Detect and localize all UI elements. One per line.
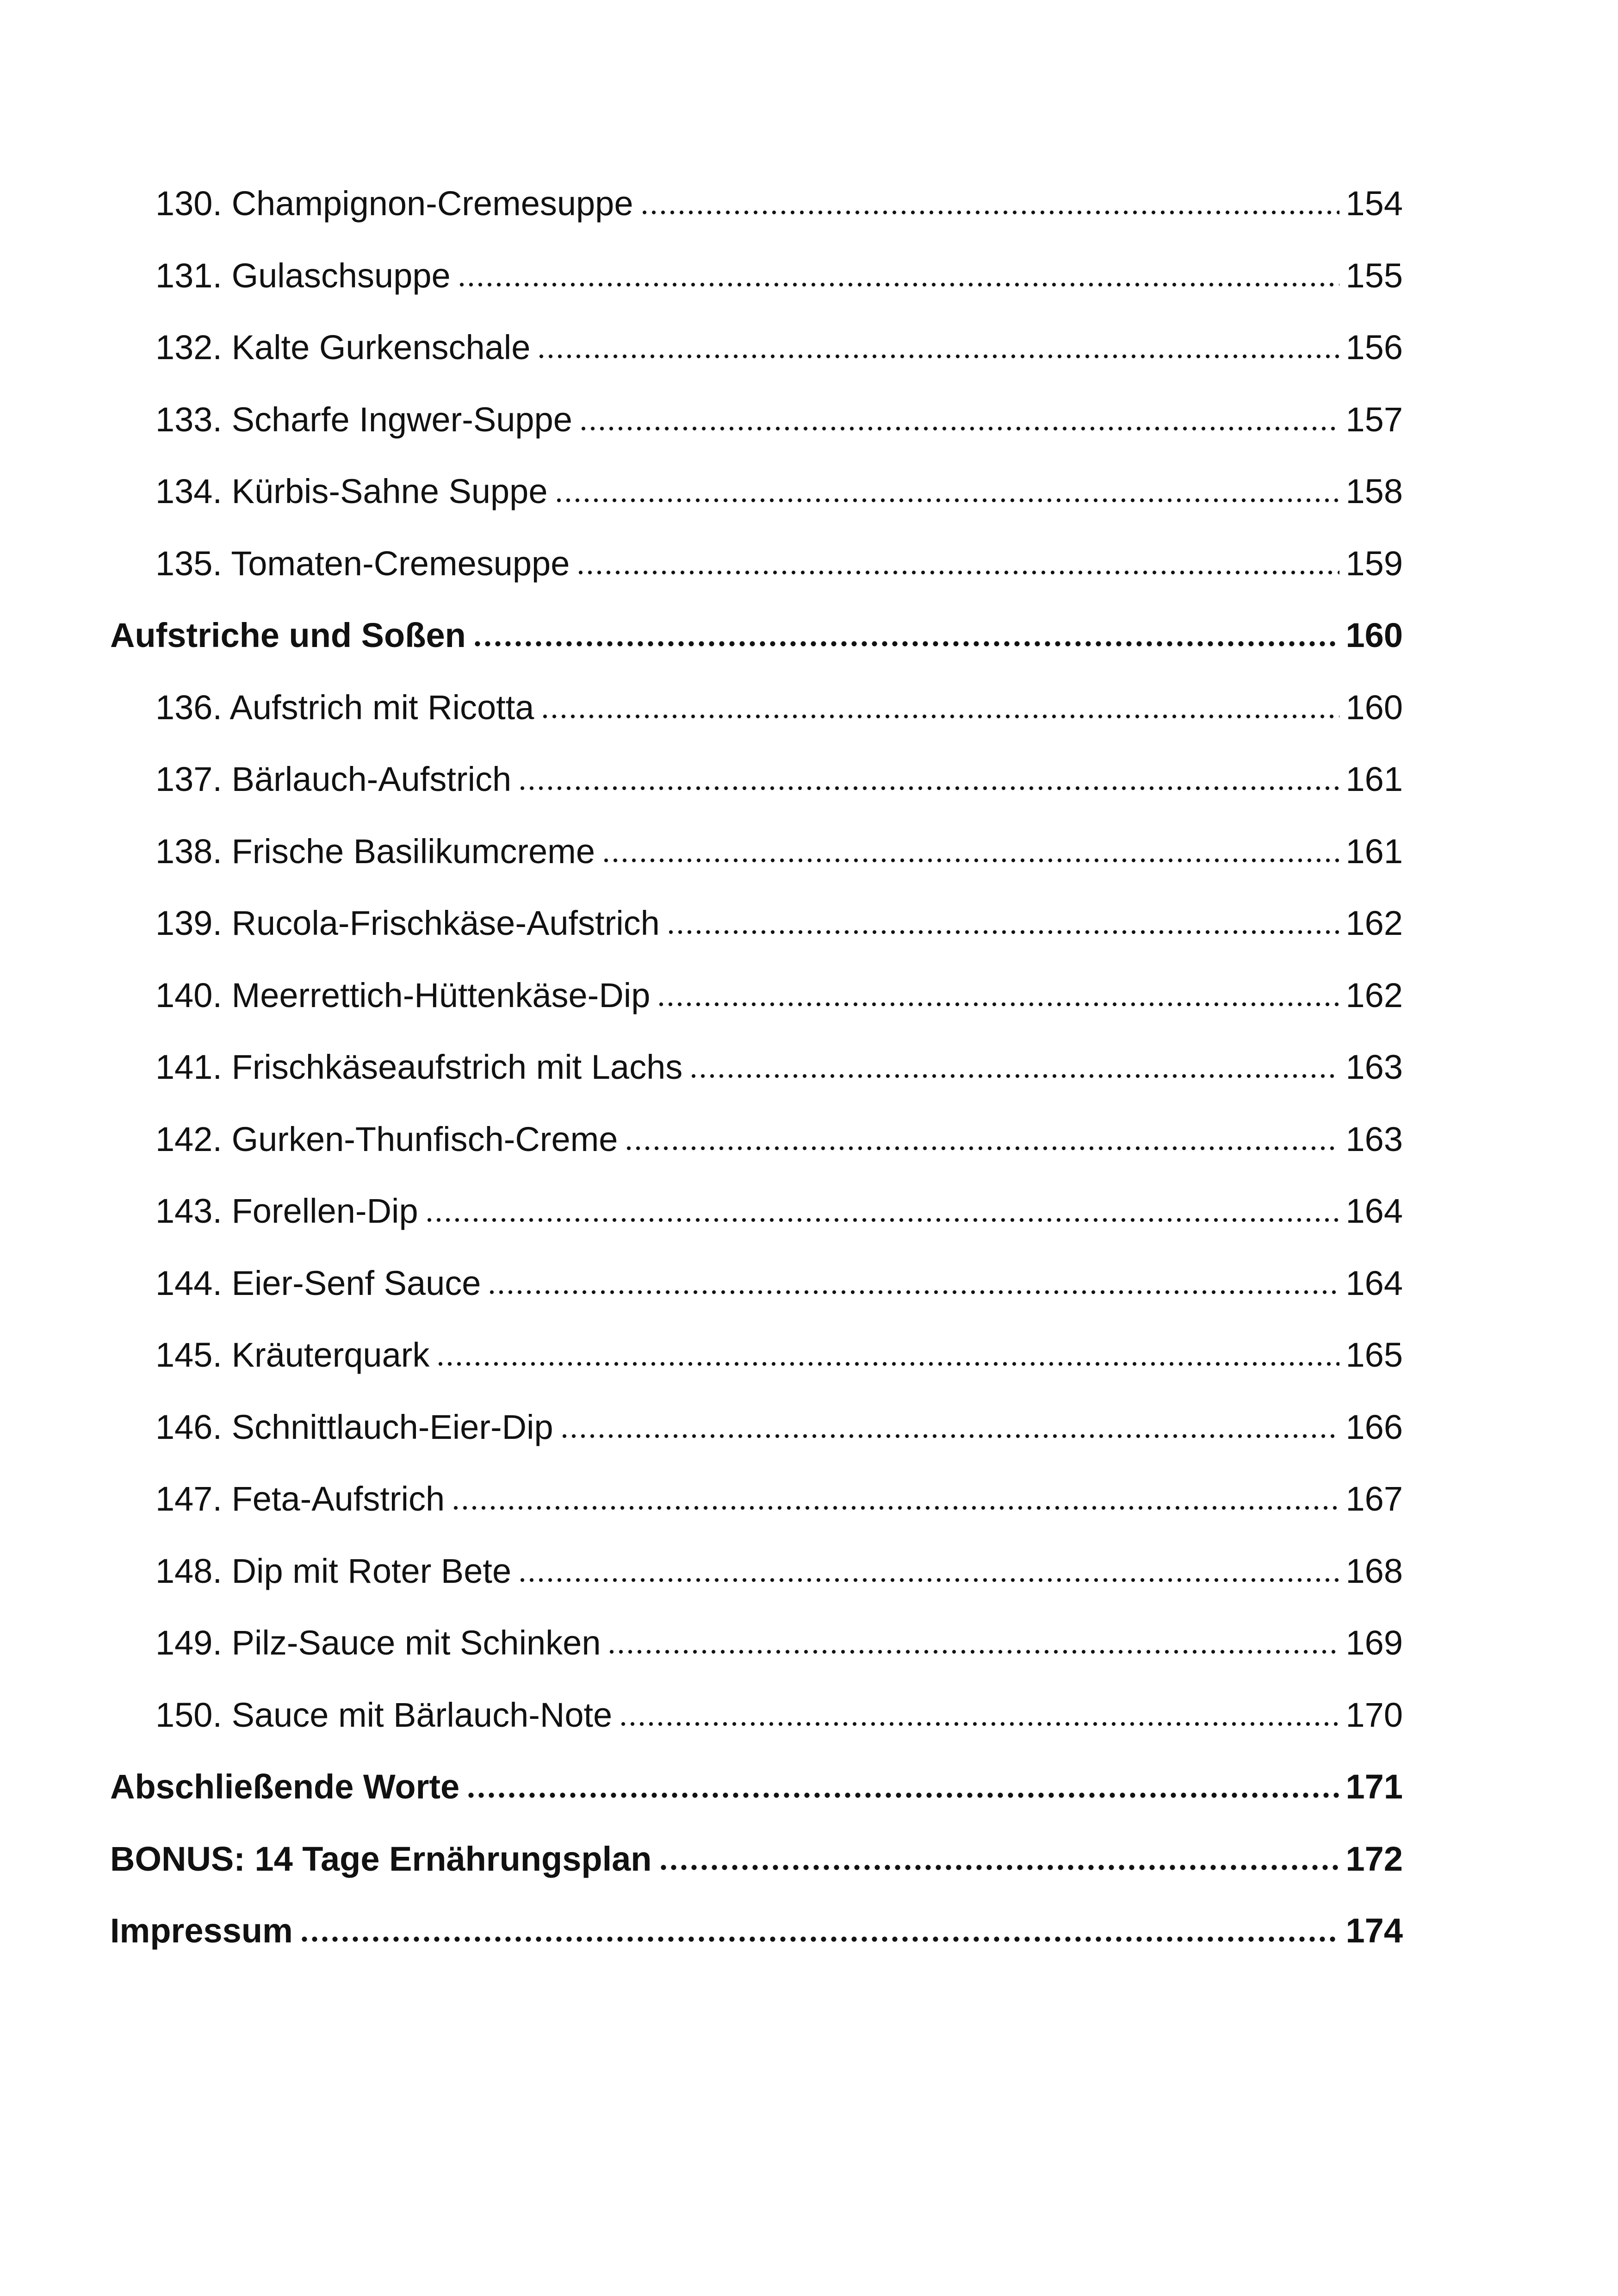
toc-entry-title: 141. Frischkäseaufstrich mit Lachs <box>155 1048 683 1086</box>
toc-page-number: 158 <box>1345 472 1403 510</box>
table-of-contents <box>110 168 1403 1967</box>
dot-leader <box>487 1289 1339 1295</box>
toc-page-number: 157 <box>1345 400 1403 439</box>
toc-page-number: 171 <box>1345 1767 1403 1806</box>
toc-page-number: 162 <box>1345 976 1403 1014</box>
dot-leader <box>579 426 1339 431</box>
toc-entry-title: 145. Kräuterquark <box>155 1336 430 1374</box>
toc-entry-title: 134. Kürbis-Sahne Suppe <box>155 472 548 510</box>
toc-entry-title: 140. Meerrettich-Hüttenkäse-Dip <box>155 976 651 1014</box>
toc-page-number: 163 <box>1345 1120 1403 1158</box>
toc-entry-title: 133. Scharfe Ingwer-Suppe <box>155 400 572 439</box>
toc-entry <box>110 887 1403 959</box>
toc-entry-title: 139. Rucola-Frischkäse-Aufstrich <box>155 904 660 942</box>
toc-entry <box>110 1031 1403 1103</box>
dot-leader <box>640 210 1339 215</box>
dot-leader <box>472 641 1339 647</box>
dot-leader <box>466 1792 1339 1798</box>
toc-entry-title: 148. Dip mit Roter Bete <box>155 1551 512 1590</box>
toc-section-heading <box>110 1823 1403 1895</box>
toc-entry <box>110 815 1403 888</box>
toc-section-heading <box>110 1895 1403 1967</box>
toc-section-title: Impressum <box>110 1911 293 1950</box>
dot-leader <box>666 929 1339 935</box>
toc-entry <box>110 1607 1403 1679</box>
toc-page-number: 164 <box>1345 1192 1403 1230</box>
toc-entry-title: 146. Schnittlauch-Eier-Dip <box>155 1407 553 1446</box>
toc-entry-title: 150. Sauce mit Bärlauch-Note <box>155 1695 613 1734</box>
toc-page-number: 168 <box>1345 1551 1403 1590</box>
toc-entry <box>110 1247 1403 1319</box>
dot-leader <box>451 1505 1339 1511</box>
dot-leader <box>619 1721 1339 1727</box>
toc-entry <box>110 1535 1403 1607</box>
toc-entry <box>110 1679 1403 1751</box>
toc-entry <box>110 1391 1403 1463</box>
toc-entry-title: 144. Eier-Senf Sauce <box>155 1263 481 1302</box>
toc-entry <box>110 528 1403 600</box>
toc-entry-title: 149. Pilz-Sauce mit Schinken <box>155 1624 601 1662</box>
toc-entry <box>110 959 1403 1032</box>
dot-leader <box>624 1145 1339 1151</box>
dot-leader <box>560 1433 1339 1439</box>
toc-page-number: 160 <box>1345 688 1403 727</box>
toc-page-number: 169 <box>1345 1624 1403 1662</box>
toc-page-number: 156 <box>1345 328 1403 367</box>
toc-entry <box>110 311 1403 384</box>
toc-page-number: 165 <box>1345 1336 1403 1374</box>
dot-leader <box>607 1649 1339 1655</box>
dot-leader <box>457 282 1339 287</box>
dot-leader <box>436 1361 1339 1367</box>
toc-page-number: 164 <box>1345 1263 1403 1302</box>
dot-leader <box>576 570 1339 575</box>
toc-page-number: 174 <box>1345 1911 1403 1950</box>
toc-entry <box>110 455 1403 528</box>
toc-entry-title: 138. Frische Basilikumcreme <box>155 832 595 871</box>
dot-leader <box>554 498 1339 503</box>
toc-page-number: 161 <box>1345 760 1403 798</box>
toc-page-number: 166 <box>1345 1407 1403 1446</box>
toc-entry-title: 143. Forellen-Dip <box>155 1192 418 1230</box>
toc-entry <box>110 1463 1403 1535</box>
toc-entry-title: 131. Gulaschsuppe <box>155 256 451 295</box>
toc-entry-title: 142. Gurken-Thunfisch-Creme <box>155 1120 618 1158</box>
dot-leader <box>537 354 1339 359</box>
dot-leader <box>658 1864 1339 1871</box>
toc-page-number: 170 <box>1345 1695 1403 1734</box>
toc-entry-title: 130. Champignon-Cremesuppe <box>155 184 633 223</box>
toc-section-heading <box>110 1751 1403 1823</box>
dot-leader <box>518 1577 1339 1583</box>
dot-leader <box>601 858 1339 863</box>
toc-page-number: 172 <box>1345 1839 1403 1878</box>
dot-leader <box>689 1073 1339 1079</box>
dot-leader <box>657 1002 1339 1007</box>
toc-entry-title: 137. Bärlauch-Aufstrich <box>155 760 512 798</box>
toc-entry <box>110 1175 1403 1247</box>
toc-section-title: Abschließende Worte <box>110 1767 460 1806</box>
toc-page-number: 159 <box>1345 544 1403 583</box>
toc-page-number: 155 <box>1345 256 1403 295</box>
toc-page-number: 163 <box>1345 1048 1403 1086</box>
toc-section-heading <box>110 599 1403 672</box>
toc-entry-title: 147. Feta-Aufstrich <box>155 1480 445 1518</box>
toc-entry <box>110 1103 1403 1176</box>
toc-entry <box>110 1319 1403 1391</box>
toc-entry <box>110 672 1403 744</box>
dot-leader <box>299 1936 1339 1942</box>
toc-entry-title: 135. Tomaten-Cremesuppe <box>155 544 570 583</box>
toc-page-number: 160 <box>1345 616 1403 654</box>
dot-leader <box>425 1217 1339 1223</box>
dot-leader <box>540 714 1339 719</box>
dot-leader <box>518 785 1339 791</box>
toc-entry-title: 136. Aufstrich mit Ricotta <box>155 688 534 727</box>
toc-page-number: 154 <box>1345 184 1403 223</box>
toc-entry <box>110 240 1403 312</box>
toc-section-title: BONUS: 14 Tage Ernährungsplan <box>110 1839 652 1878</box>
toc-entry <box>110 743 1403 815</box>
toc-entry <box>110 384 1403 456</box>
toc-page-number: 161 <box>1345 832 1403 871</box>
toc-section-title: Aufstriche und Soßen <box>110 616 466 654</box>
toc-entry-title: 132. Kalte Gurkenschale <box>155 328 531 367</box>
toc-page-number: 162 <box>1345 904 1403 942</box>
toc-page-number: 167 <box>1345 1480 1403 1518</box>
toc-entry <box>110 168 1403 240</box>
